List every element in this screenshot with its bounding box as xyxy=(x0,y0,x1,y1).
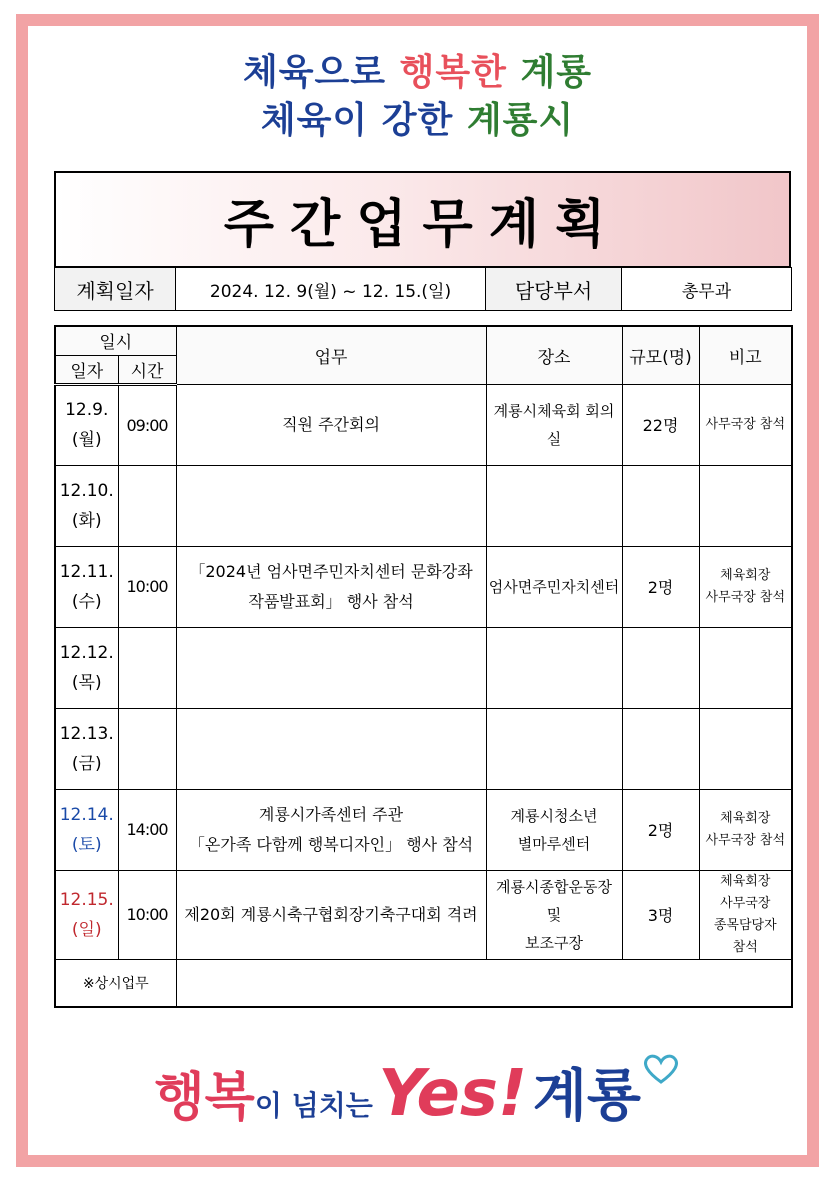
plan-date-value: 2024. 12. 9(월) ~ 12. 15.(일) xyxy=(176,268,486,311)
header-note: 비고 xyxy=(699,326,792,384)
place-cell: 계룡시청소년 별마루센터 xyxy=(486,789,622,870)
date-cell-saturday: 12.14. (토) xyxy=(55,789,118,870)
note-cell xyxy=(699,708,792,789)
regular-work-label: ※상시업무 xyxy=(55,959,176,1007)
header-date: 일자 xyxy=(55,355,118,384)
scale-cell xyxy=(622,708,699,789)
dept-label: 담당부서 xyxy=(486,268,622,311)
city-logo xyxy=(0,1052,835,1142)
header-when: 일시 xyxy=(55,326,176,355)
header-task: 업무 xyxy=(176,326,486,384)
date-cell: 12.12. (목) xyxy=(55,627,118,708)
slogan-word: 계룡 xyxy=(520,52,593,93)
scale-cell: 22명 xyxy=(622,384,699,465)
note-cell xyxy=(699,465,792,546)
weekly-schedule-table xyxy=(54,325,793,1008)
note-cell: 체육회장 사무국장 참석 xyxy=(699,546,792,627)
task-cell xyxy=(176,465,486,546)
table-row xyxy=(55,384,792,465)
table-row xyxy=(55,870,792,959)
dept-value: 총무과 xyxy=(622,268,792,311)
place-cell xyxy=(486,465,622,546)
task-cell: 직원 주간회의 xyxy=(176,384,486,465)
table-row xyxy=(55,465,792,546)
logo-word: 행복 xyxy=(154,1068,255,1128)
plan-date-label: 계획일자 xyxy=(55,268,176,311)
slogan-line-1 xyxy=(0,44,835,95)
date-cell: 12.13. (금) xyxy=(55,708,118,789)
place-cell xyxy=(486,708,622,789)
regular-work-value xyxy=(176,959,792,1007)
time-cell: 09:00 xyxy=(118,384,176,465)
header-scale: 규모(명) xyxy=(622,326,699,384)
slogan-word: 체육으로 xyxy=(242,52,387,93)
place-cell: 계룡시체육회 회의실 xyxy=(486,384,622,465)
slogan-word: 체육이 강한 xyxy=(260,100,454,141)
task-cell xyxy=(176,627,486,708)
scale-cell: 2명 xyxy=(622,789,699,870)
scale-cell: 2명 xyxy=(622,546,699,627)
task-cell xyxy=(176,708,486,789)
date-cell: 12.9. (월) xyxy=(55,384,118,465)
time-cell xyxy=(118,708,176,789)
slogan-word: 행복한 xyxy=(399,52,507,93)
time-cell xyxy=(118,465,176,546)
table-row xyxy=(55,627,792,708)
header-place: 장소 xyxy=(486,326,622,384)
table-row xyxy=(55,708,792,789)
place-cell xyxy=(486,627,622,708)
time-cell: 10:00 xyxy=(118,870,176,959)
note-cell xyxy=(699,627,792,708)
slogan-word: 계룡시 xyxy=(466,100,575,141)
table-row xyxy=(55,546,792,627)
scale-cell xyxy=(622,627,699,708)
slogan-line-2 xyxy=(0,92,835,143)
heart-icon xyxy=(641,1052,681,1086)
date-cell: 12.10. (화) xyxy=(55,465,118,546)
note-cell: 체육회장 사무국장 종목담당자 참석 xyxy=(699,870,792,959)
note-cell: 체육회장 사무국장 참석 xyxy=(699,789,792,870)
document-title: 주간업무계획 xyxy=(223,195,622,255)
place-cell: 계룡시종합운동장 및 보조구장 xyxy=(486,870,622,959)
place-cell: 엄사면주민자치센터 xyxy=(486,546,622,627)
task-cell: 계룡시가족센터 주관 「온가족 다함께 행복디자인」 행사 참석 xyxy=(176,789,486,870)
table-row xyxy=(55,789,792,870)
regular-work-row xyxy=(55,959,792,1007)
date-cell: 12.11. (수) xyxy=(55,546,118,627)
note-cell: 사무국장 참석 xyxy=(699,384,792,465)
scale-cell: 3명 xyxy=(622,870,699,959)
time-cell: 10:00 xyxy=(118,546,176,627)
task-cell: 제20회 계룡시축구협회장기축구대회 격려 xyxy=(176,870,486,959)
logo-word: 이 넘치는 xyxy=(254,1089,373,1122)
time-cell xyxy=(118,627,176,708)
plan-info-row xyxy=(55,268,792,311)
logo-word: Yes! xyxy=(378,1057,528,1131)
plan-info-table xyxy=(54,267,792,311)
time-cell: 14:00 xyxy=(118,789,176,870)
date-cell-sunday: 12.15. (일) xyxy=(55,870,118,959)
task-cell: 「2024년 엄사면주민자치센터 문화강좌 작품발표회」 행사 참석 xyxy=(176,546,486,627)
scale-cell xyxy=(622,465,699,546)
logo-word: 계룡 xyxy=(532,1064,641,1129)
header-row xyxy=(55,326,792,355)
header-time: 시간 xyxy=(118,355,176,384)
document-title-box xyxy=(54,171,791,268)
